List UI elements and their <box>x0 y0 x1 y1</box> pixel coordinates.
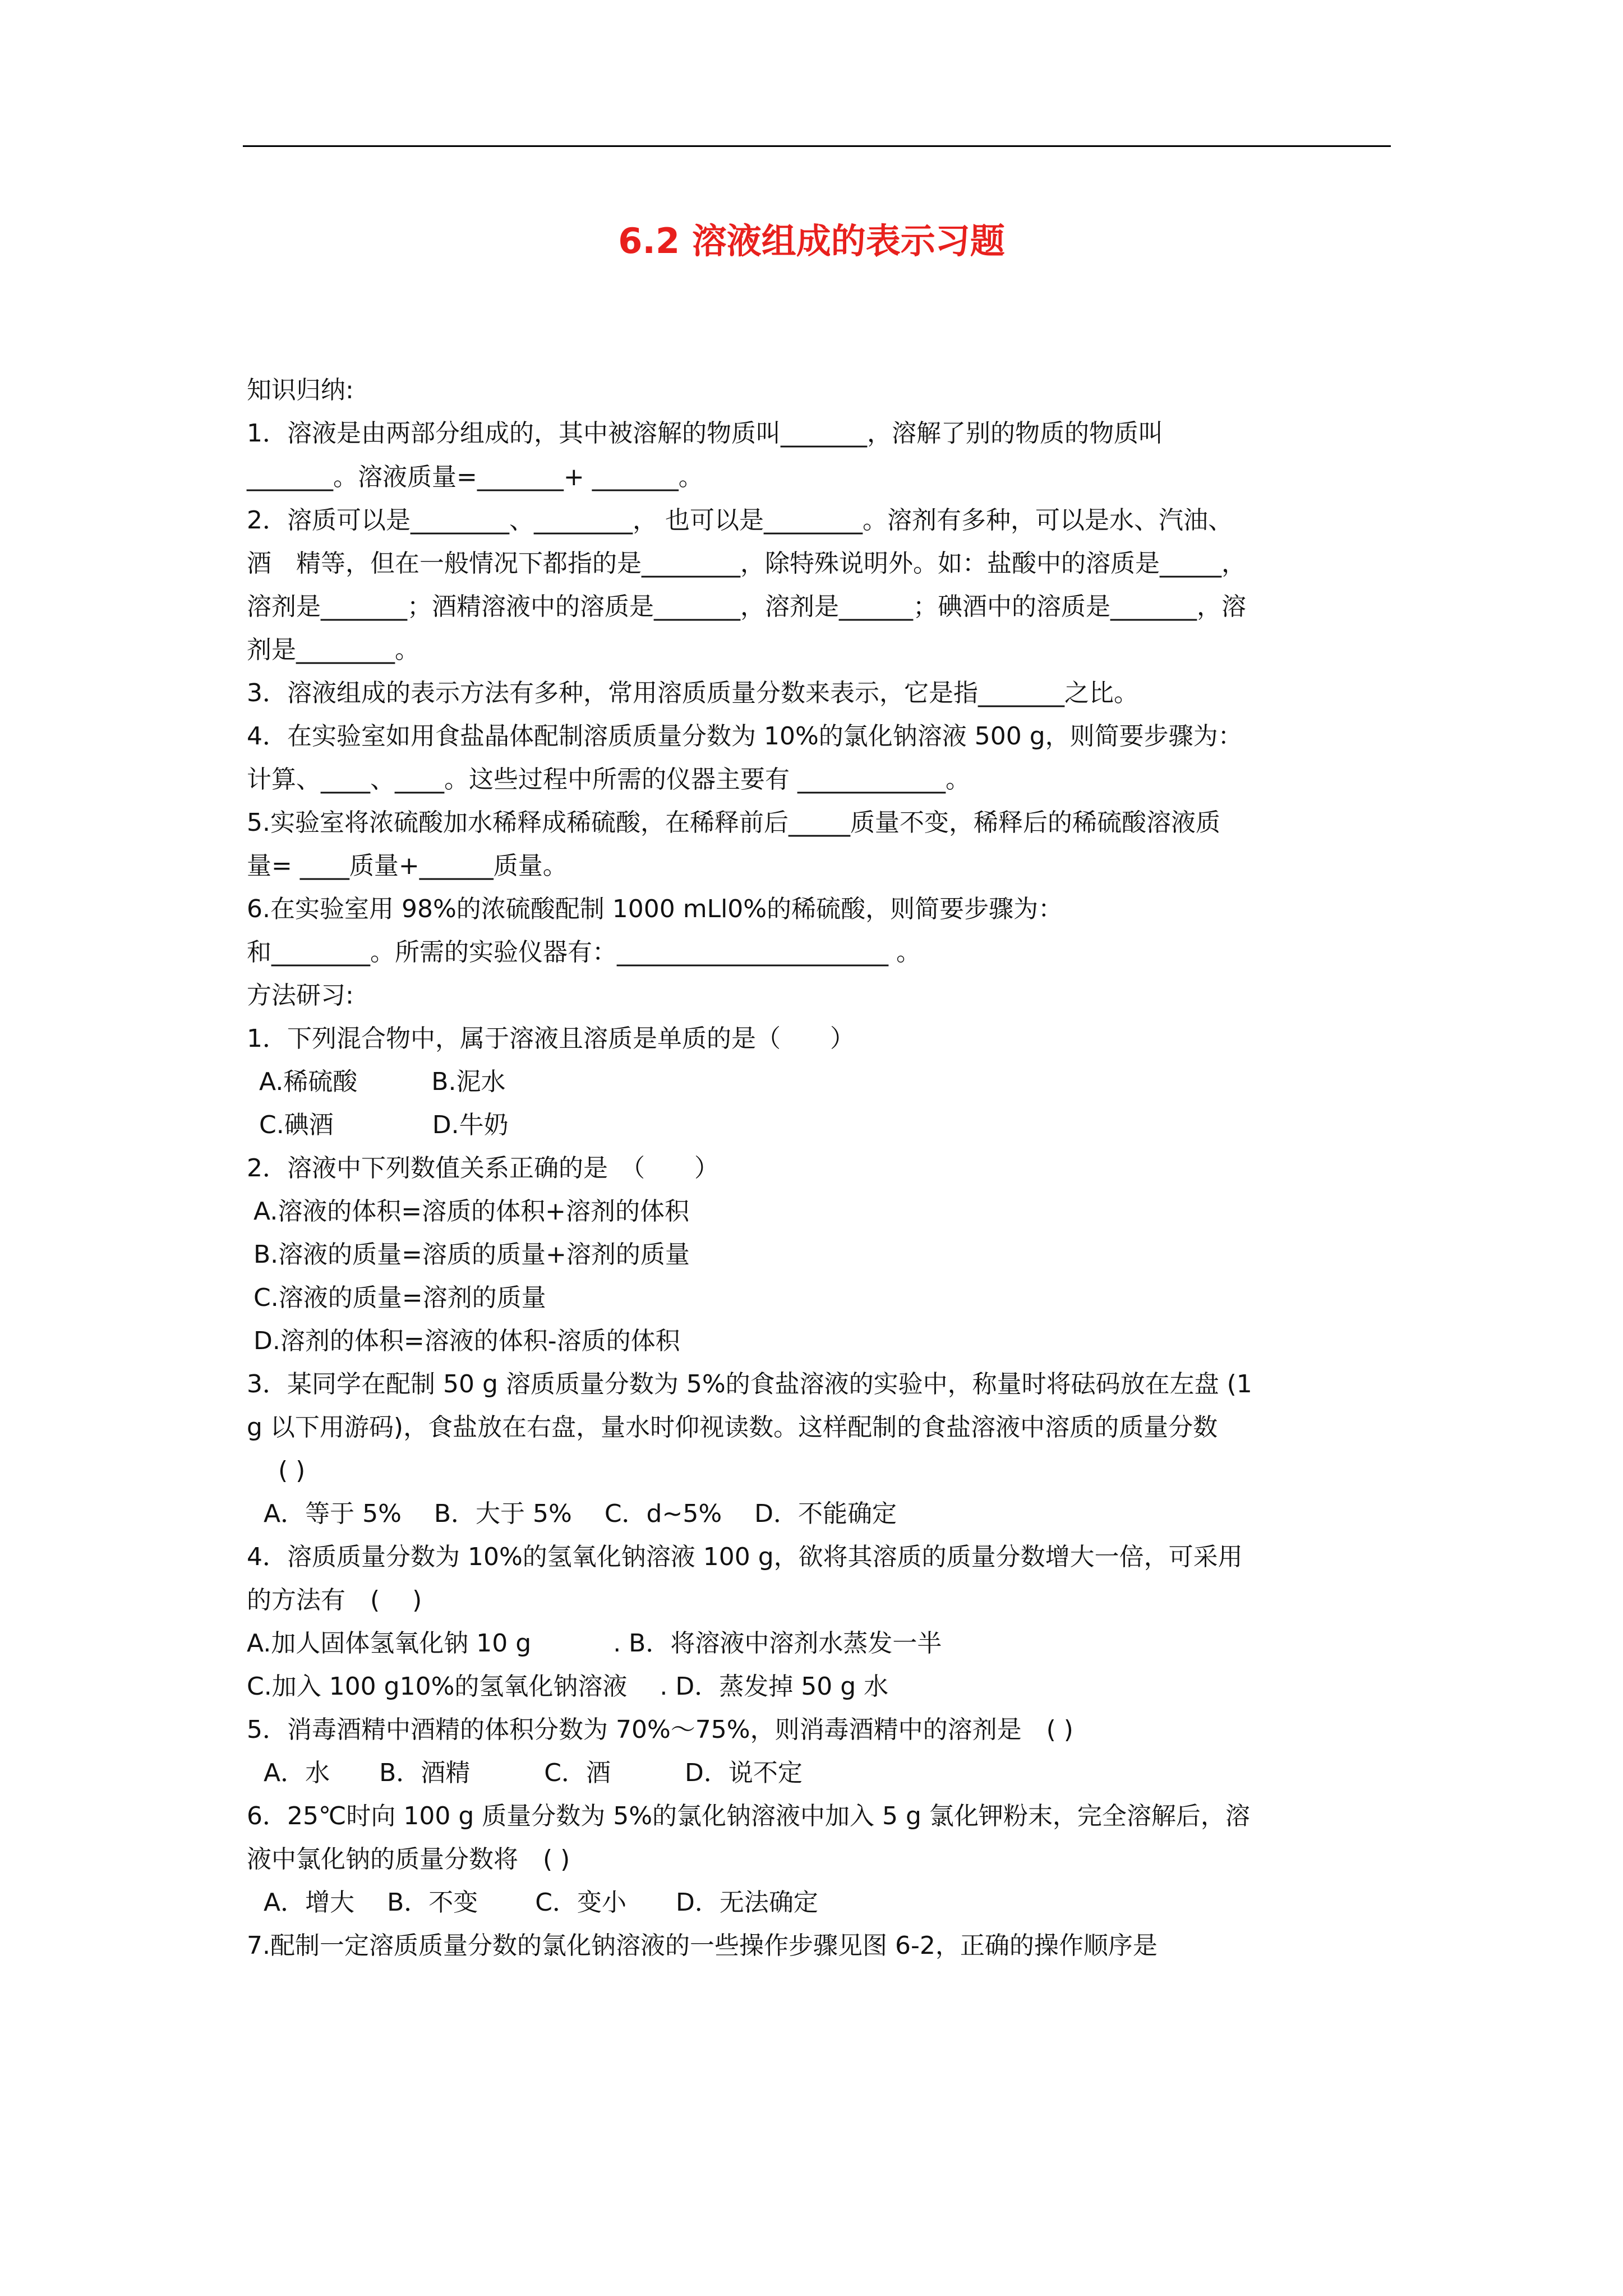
method-q2-option-a: A.溶液的体积=溶质的体积+溶剂的体积 <box>253 1197 690 1226</box>
method-q1-options-row2: C.碘酒 D.牛奶 <box>259 1111 509 1139</box>
knowledge-q2-line1: 2．溶质可以是________、________， 也可以是________。溶剂有多种，可以是水、汽油、 <box>247 506 1233 535</box>
method-q3-line2: g 以下用游码)，食盐放在右盘，量水时仰视读数。这样配制的食盐溶液中溶质的质量分数 <box>247 1413 1218 1442</box>
knowledge-q4-line2: 计算、____、____。这些过程中所需的仪器主要有 ____________。 <box>247 765 970 794</box>
knowledge-q2-line4: 剂是________。 <box>247 636 419 664</box>
method-q1-stem: 1．下列混合物中，属于溶液且溶质是单质的是（ ） <box>247 1024 855 1053</box>
knowledge-q6-line2: 和________。所需的实验仪器有：______________________ 。 <box>247 938 921 967</box>
knowledge-q3-line1: 3．溶液组成的表示方法有多种，常用溶质质量分数来表示，它是指_______之比。 <box>247 679 1138 707</box>
header-rule <box>243 145 1391 147</box>
method-q4-options-cd: C.加入 100 g10%的氢氧化钠溶液 . D．蒸发掉 50 g 水 <box>247 1672 889 1701</box>
method-q6-line2: 液中氯化钠的质量分数将 ( ) <box>247 1845 570 1874</box>
knowledge-q4-line1: 4．在实验室如用食盐晶体配制溶质质量分数为 10%的氯化钠溶液 500 g，则简要步骤为： <box>247 722 1243 751</box>
method-q2-option-d: D.溶剂的体积=溶液的体积-溶质的体积 <box>253 1327 680 1355</box>
method-q4-options-ab: A.加人固体氢氧化钠 10 g . B．将溶液中溶剂水蒸发一半 <box>247 1629 942 1658</box>
section-heading-knowledge: 知识归纳: <box>247 376 354 404</box>
method-q6-options: A．增大 B．不变 C．变小 D．无法确定 <box>264 1888 818 1917</box>
knowledge-q5-line1: 5.实验室将浓硫酸加水稀释成稀硫酸，在稀释前后_____质量不变，稀释后的稀硫酸溶液质 <box>247 808 1220 837</box>
method-q2-option-c: C.溶液的质量=溶剂的质量 <box>253 1283 546 1312</box>
knowledge-q1-line2: _______。溶液质量=_______+ _______。 <box>247 463 703 491</box>
method-q5-stem: 5．消毒酒精中酒精的体积分数为 70%～75%，则消毒酒精中的溶剂是 ( ) <box>247 1715 1073 1744</box>
method-q3-line1: 3．某同学在配制 50 g 溶质质量分数为 5%的食盐溶液的实验中，称量时将砝码放在左盘 (1 <box>247 1370 1252 1398</box>
method-q5-options: A．水 B．酒精 C．酒 D．说不定 <box>264 1759 803 1787</box>
method-q3-answer-bracket: ( ) <box>278 1456 306 1485</box>
section-heading-methods: 方法研习: <box>247 981 354 1010</box>
knowledge-q2-line2: 酒 精等，但在一般情况下都指的是________，除特殊说明外。如：盐酸中的溶质是_____， <box>247 549 1246 578</box>
knowledge-q5-line2: 量= ____质量+______质量。 <box>247 852 568 880</box>
method-q3-options: A．等于 5% B．大于 5% C．d~5% D．不能确定 <box>264 1499 897 1528</box>
knowledge-q1-line1: 1．溶液是由两部分组成的，其中被溶解的物质叫_______，溶解了别的物质的物质叫 <box>247 419 1163 448</box>
document-title: 6.2 溶液组成的表示习题 <box>618 220 1005 261</box>
method-q2-stem: 2．溶液中下列数值关系正确的是 （ ） <box>247 1154 719 1182</box>
method-q2-option-b: B.溶液的质量=溶质的质量+溶剂的质量 <box>253 1240 690 1269</box>
method-q4-line1: 4．溶质质量分数为 10%的氢氧化钠溶液 100 g，欲将其溶质的质量分数增大一倍，可采用 <box>247 1543 1243 1571</box>
knowledge-q6-line1: 6.在实验室用 98%的浓硫酸配制 1000 mLl0%的稀硫酸，则简要步骤为： <box>247 895 1063 923</box>
knowledge-q2-line3: 溶剂是_______；酒精溶液中的溶质是_______，溶剂是______；碘酒中的溶质是_______，溶 <box>247 592 1246 621</box>
method-q7-line1: 7.配制一定溶质质量分数的氯化钠溶液的一些操作步骤见图 6-2，正确的操作顺序是 <box>247 1931 1158 1960</box>
method-q4-line2: 的方法有 ( ) <box>247 1586 422 1614</box>
method-q1-options-row1: A.稀硫酸 B.泥水 <box>259 1068 506 1096</box>
method-q6-line1: 6．25℃时向 100 g 质量分数为 5%的氯化钠溶液中加入 5 g 氯化钾粉末，完全溶解后，溶 <box>247 1802 1250 1830</box>
